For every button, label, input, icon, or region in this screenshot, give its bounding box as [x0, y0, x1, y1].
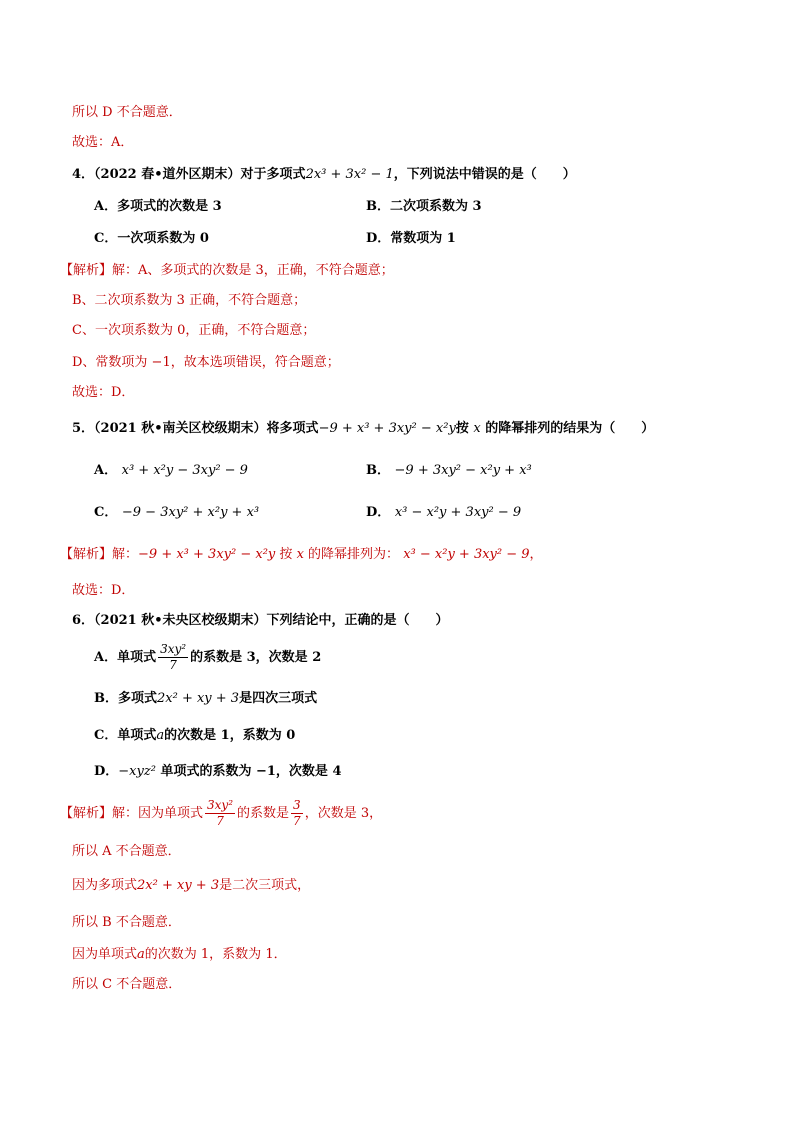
- q5-option-c[interactable]: C． −9 − 3xy² + x²y + x³: [94, 505, 260, 520]
- q4-stem: 4．（2022 春•道外区期末）对于多项式2x³ + 3x² − 1，下列说法中错误的是（ ）: [72, 167, 576, 182]
- q6-analysis-line-5: 因为单项式a的次数为 1，系数为 1．: [72, 947, 287, 962]
- q6-analysis-line-4: 所以 B 不合题意．: [72, 915, 181, 930]
- q6-analysis-line-1: 【解析】解：因为单项式 $\frac{\text{3xy²}}{7}$ 的系数是 $\frac{3}{7}$ ，次数是 3，: [60, 798, 383, 828]
- q6-option-b[interactable]: B．多项式2x² + xy + 3是四次三项式: [94, 691, 318, 706]
- q6-analysis-line-6: 所以 C 不合题意．: [72, 977, 182, 992]
- q4-option-b[interactable]: B．二次项系数为 3: [366, 199, 482, 214]
- analysis-tag: 【解析】: [60, 806, 113, 821]
- q4-option-d[interactable]: D．常数项为 1: [366, 231, 456, 246]
- q5-poly: −9 + x³ + 3xy² − x²y: [318, 421, 456, 436]
- prev-conclusion: 所以 D 不合题意．: [72, 105, 182, 120]
- q5-stem: 5．（2021 秋•南关区校级期末）将多项式−9 + x³ + 3xy² − x²y按 x 的降幂排列的结果为（ ）: [72, 421, 655, 436]
- q4-analysis-line-2: B、二次项系数为 3 正确，不符合题意；: [72, 293, 307, 308]
- q6-option-a-fraction: $\frac{\text{3xy²}}{7}$: [160, 642, 187, 672]
- prev-answer: 故选：A．: [72, 135, 134, 150]
- q6-stem: 6．（2021 秋•未央区校级期末）下列结论中，正确的是（ ）: [72, 613, 449, 628]
- q6-option-a[interactable]: A．单项式 $\frac{\text{3xy²}}{7}$ 的系数是 3，次数是 2: [94, 642, 322, 672]
- q4-analysis-line-4: D、常数项为 −1，故本选项错误，符合题意；: [72, 355, 340, 370]
- q4-poly: 2x³ + 3x² − 1: [305, 167, 394, 182]
- q6-option-c[interactable]: C．单项式a的次数是 1，系数为 0: [94, 728, 296, 743]
- analysis-tag: 【解析】: [60, 263, 113, 278]
- q4-option-a[interactable]: A．多项式的次数是 3: [94, 199, 222, 214]
- q5-option-d[interactable]: D． x³ − x²y + 3xy² − 9: [366, 505, 522, 520]
- q6-analysis-line-3: 因为多项式2x² + xy + 3是二次三项式，: [72, 878, 311, 893]
- q5-option-a[interactable]: A． x³ + x²y − 3xy² − 9: [94, 463, 248, 478]
- q5-answer: 故选：D．: [72, 583, 135, 598]
- q4-answer: 故选：D．: [72, 385, 135, 400]
- q4-analysis-line-1: 【解析】解：A、多项式的次数是 3，正确，不符合题意；: [60, 263, 394, 278]
- q6-analysis-line-2: 所以 A 不合题意．: [72, 844, 181, 859]
- q5-option-b[interactable]: B． −9 + 3xy² − x²y + x³: [366, 463, 532, 478]
- analysis-tag: 【解析】: [60, 547, 113, 562]
- q4-option-c[interactable]: C．一次项系数为 0: [94, 231, 209, 246]
- q6-option-d[interactable]: D．−xyz² 单项式的系数为 −1，次数是 4: [94, 764, 342, 779]
- q4-analysis-line-3: C、一次项系数为 0，正确，不符合题意；: [72, 323, 316, 338]
- q5-analysis-line-1: 【解析】解：−9 + x³ + 3xy² − x²y 按 x 的降幂排列为： x³ − x²y + 3xy² − 9，: [60, 547, 543, 562]
